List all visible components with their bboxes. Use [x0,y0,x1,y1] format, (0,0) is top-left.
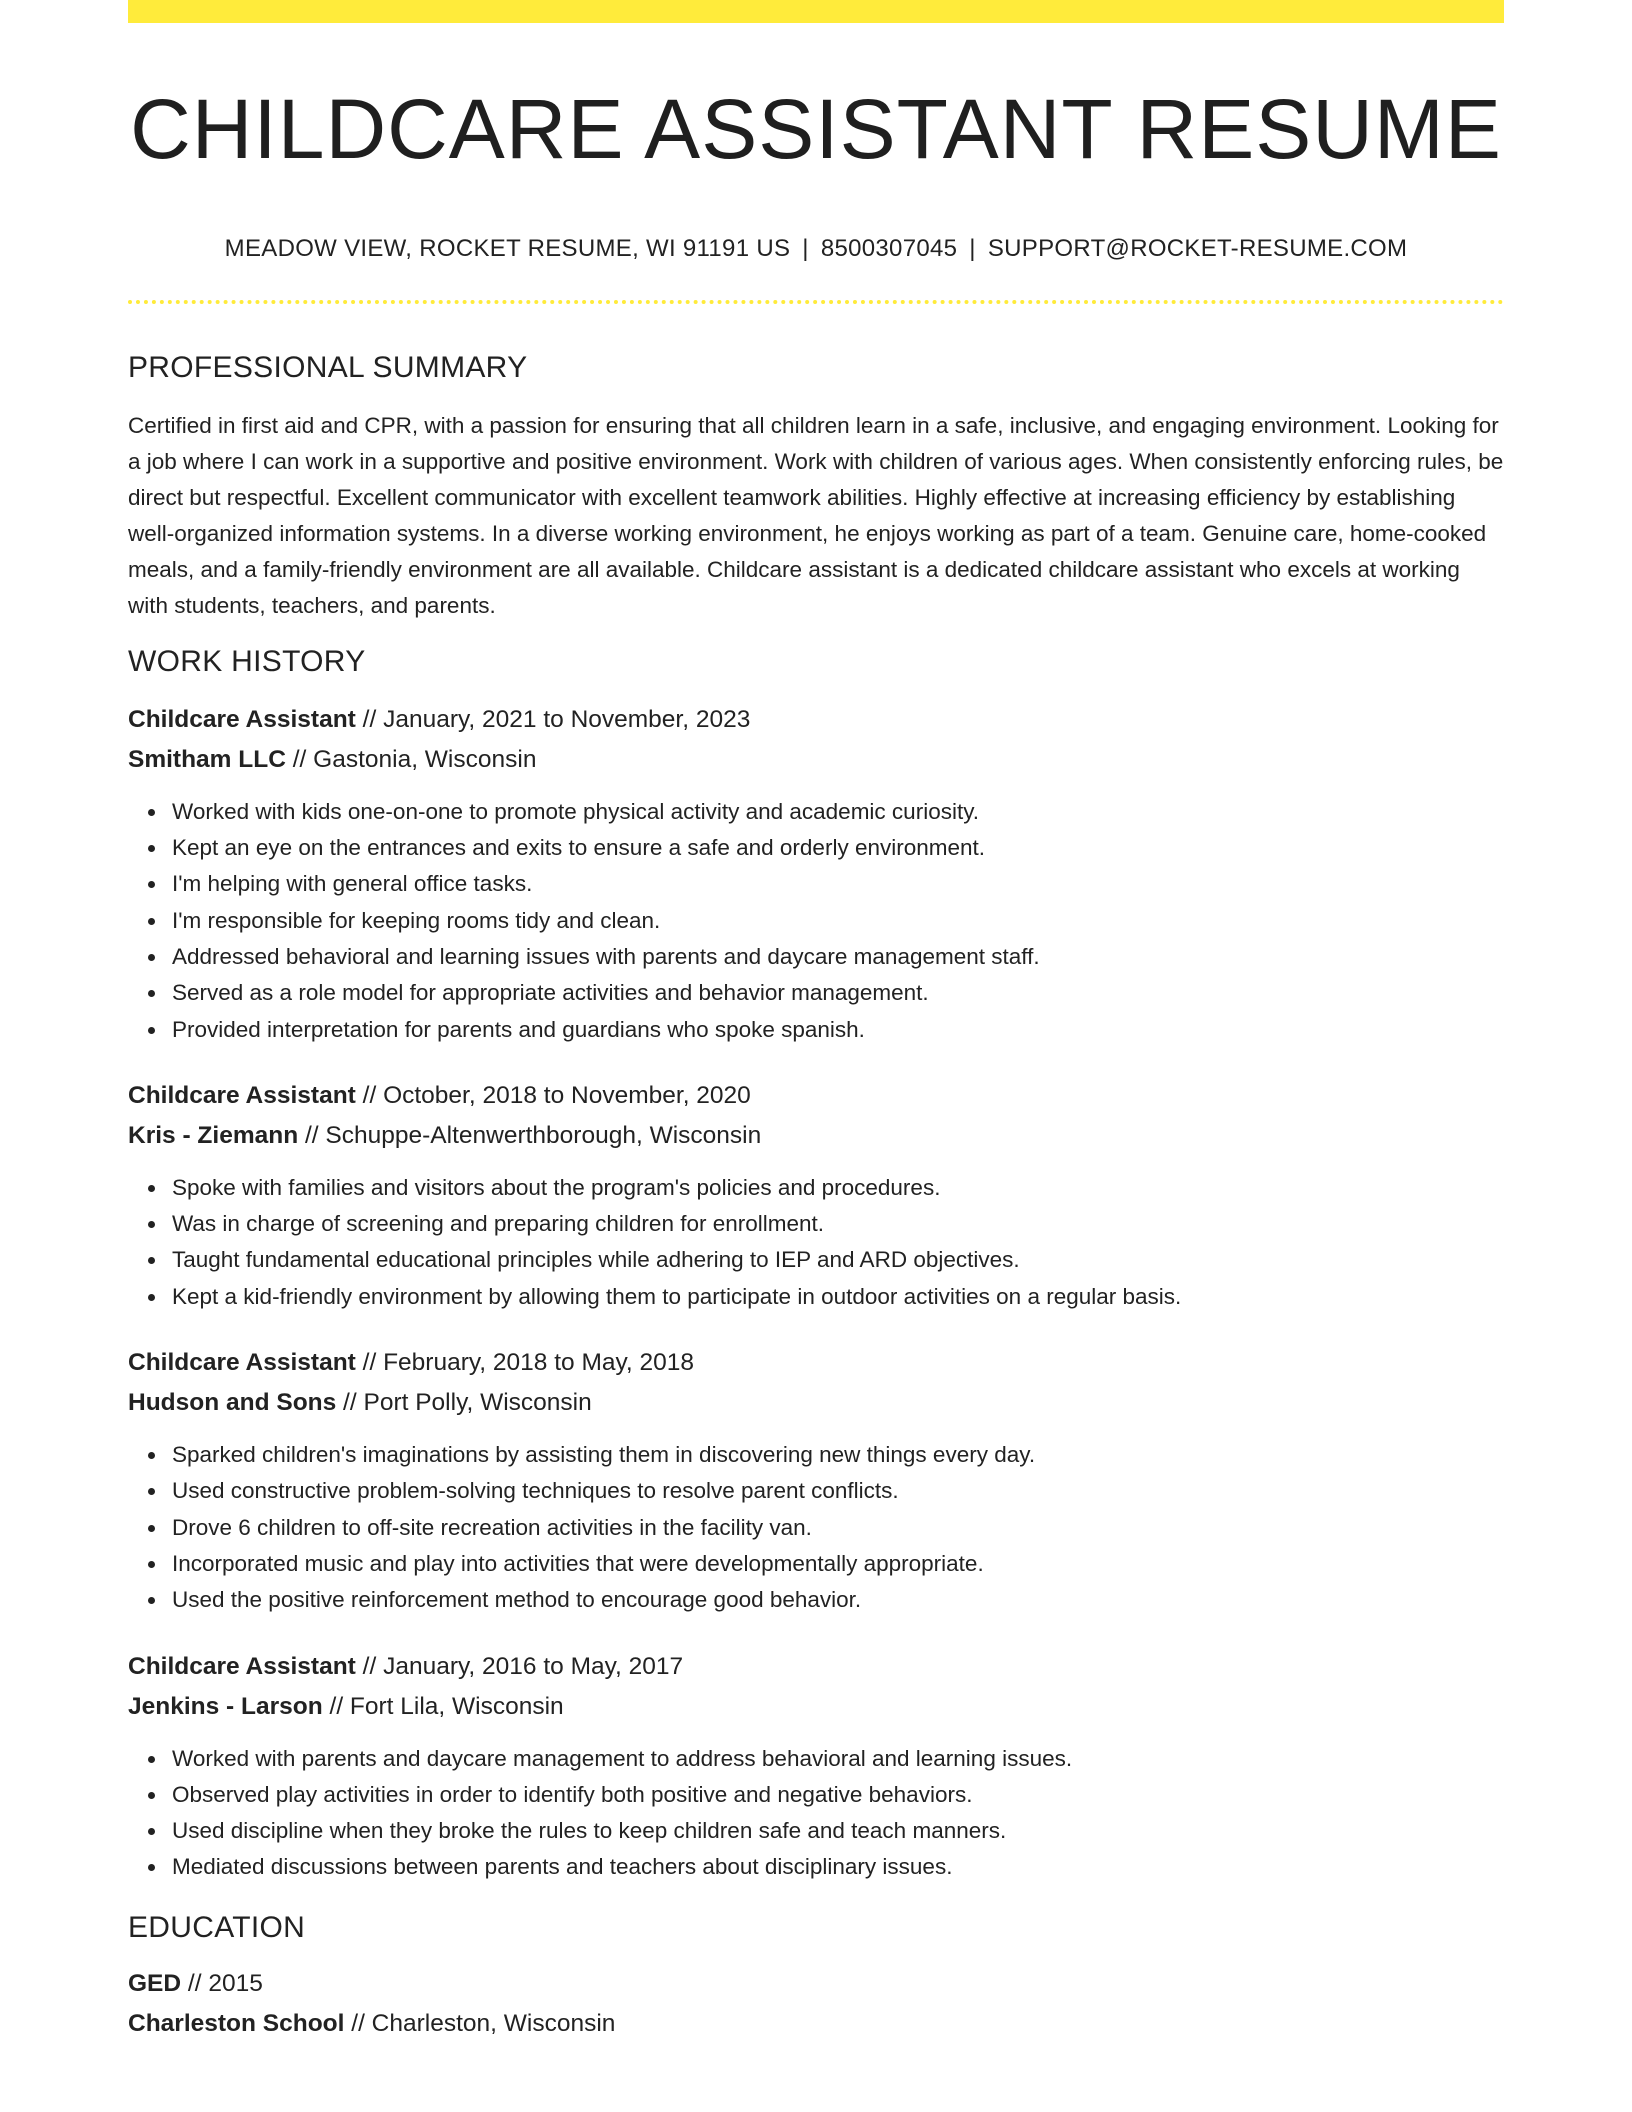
contact-line [128,235,1504,264]
job-bullets [128,1741,1504,1886]
education-location: // Charleston, Wisconsin [344,2009,616,2037]
job-dates: // January, 2021 to November, 2023 [355,705,751,733]
bullet-item: Was in charge of screening and preparing children for enrollment. [172,1206,1504,1242]
job-company-line [128,1687,1504,1727]
job-role: Childcare Assistant [128,705,356,733]
job-role-line [128,700,1504,740]
contact-email: SUPPORT@ROCKET-RESUME.COM [987,235,1408,262]
education-school-line [128,2004,1504,2044]
accent-bar [128,0,1504,23]
resume-title: CHILDCARE ASSISTANT RESUME [130,82,1502,176]
job-role: Childcare Assistant [128,1652,356,1680]
resume-page [128,0,1504,2044]
job-bullets [128,794,1504,1048]
bullet-item: Addressed behavioral and learning issues with parents and daycare management staff. [172,939,1504,975]
bullet-item: Mediated discussions between parents and teachers about disciplinary issues. [172,1849,1504,1885]
job-dates: // February, 2018 to May, 2018 [355,1349,695,1377]
dotted-divider [128,300,1504,304]
summary-text: Certified in first aid and CPR, with a passion for ensuring that all children learn in a safe, inclusive, and engaging environment. Looking for a job where I can work in a supportive and positive environment. Work with children of various ages. When consistently enforcing rules, be direct but respectful. Excellent communicator with excellent teamwork abilities. Highly effective at increasing efficiency by establishing well-organized information systems. In a diverse working environment, he enjoys working as part of a team. Genuine care, home-cooked meals, and a family-friendly environment are all available. Childcare assistant is a dedicated childcare assistant who excels at working with students, teachers, and parents. [128,412,1504,618]
job-role: Childcare Assistant [128,1081,356,1109]
bullet-item: Kept an eye on the entrances and exits to ensure a safe and orderly environment. [172,830,1504,866]
education-year: // 2015 [181,1969,263,1997]
job-entry [128,700,1504,1048]
summary-heading: PROFESSIONAL SUMMARY [128,350,528,384]
contact-separator: | [802,235,809,262]
job-location: // Schuppe-Altenwerthborough, Wisconsin [298,1121,762,1149]
job-company-line [128,740,1504,780]
job-location: // Gastonia, Wisconsin [285,745,537,773]
job-bullets [128,1170,1504,1315]
job-location: // Fort Lila, Wisconsin [322,1692,564,1720]
bullet-item: Used constructive problem-solving techniques to resolve parent conflicts. [172,1473,1504,1509]
bullet-item: Spoke with families and visitors about the program's policies and procedures. [172,1170,1504,1206]
education-school: Charleston School [128,2009,345,2037]
contact-address: MEADOW VIEW, ROCKET RESUME, WI 91191 US [224,235,791,262]
job-bullets [128,1437,1504,1618]
education-entry [128,1964,1504,2044]
bullet-item: Sparked children's imaginations by assisting them in discovering new things every day. [172,1437,1504,1473]
education-degree-line [128,1964,1504,2004]
job-entry [128,1647,1504,1886]
job-company: Kris - Ziemann [128,1121,299,1149]
bullet-item: Incorporated music and play into activities that were developmentally appropriate. [172,1546,1504,1582]
job-role-line [128,1076,1504,1116]
bullet-item: Used discipline when they broke the rules to keep children safe and teach manners. [172,1813,1504,1849]
job-company-line [128,1116,1504,1156]
bullet-item: Kept a kid-friendly environment by allowing them to participate in outdoor activities on a regular basis. [172,1279,1504,1315]
work-history-heading: WORK HISTORY [128,644,366,678]
job-company: Hudson and Sons [128,1389,337,1417]
contact-separator: | [969,235,976,262]
bullet-item: Worked with parents and daycare management to address behavioral and learning issues. [172,1741,1504,1777]
job-role-line [128,1647,1504,1687]
bullet-item: Worked with kids one-on-one to promote physical activity and academic curiosity. [172,794,1504,830]
bullet-item: Provided interpretation for parents and guardians who spoke spanish. [172,1012,1504,1048]
education-degree: GED [128,1969,182,1997]
bullet-item: Served as a role model for appropriate activities and behavior management. [172,975,1504,1011]
bullet-item: I'm helping with general office tasks. [172,866,1504,902]
bullet-item: Used the positive reinforcement method to encourage good behavior. [172,1582,1504,1618]
job-role: Childcare Assistant [128,1349,356,1377]
job-company: Smitham LLC [128,745,286,773]
job-entry [128,1076,1504,1315]
bullet-item: I'm responsible for keeping rooms tidy and clean. [172,903,1504,939]
job-company-line [128,1383,1504,1423]
job-entry [128,1343,1504,1618]
job-location: // Port Polly, Wisconsin [336,1389,592,1417]
education-heading: EDUCATION [128,1910,306,1944]
job-role-line [128,1343,1504,1383]
job-dates: // January, 2016 to May, 2017 [355,1652,684,1680]
contact-phone: 8500307045 [820,235,958,262]
job-dates: // October, 2018 to November, 2020 [355,1081,751,1109]
job-company: Jenkins - Larson [128,1692,323,1720]
bullet-item: Taught fundamental educational principles while adhering to IEP and ARD objectives. [172,1242,1504,1278]
bullet-item: Drove 6 children to off-site recreation activities in the facility van. [172,1510,1504,1546]
bullet-item: Observed play activities in order to identify both positive and negative behaviors. [172,1777,1504,1813]
